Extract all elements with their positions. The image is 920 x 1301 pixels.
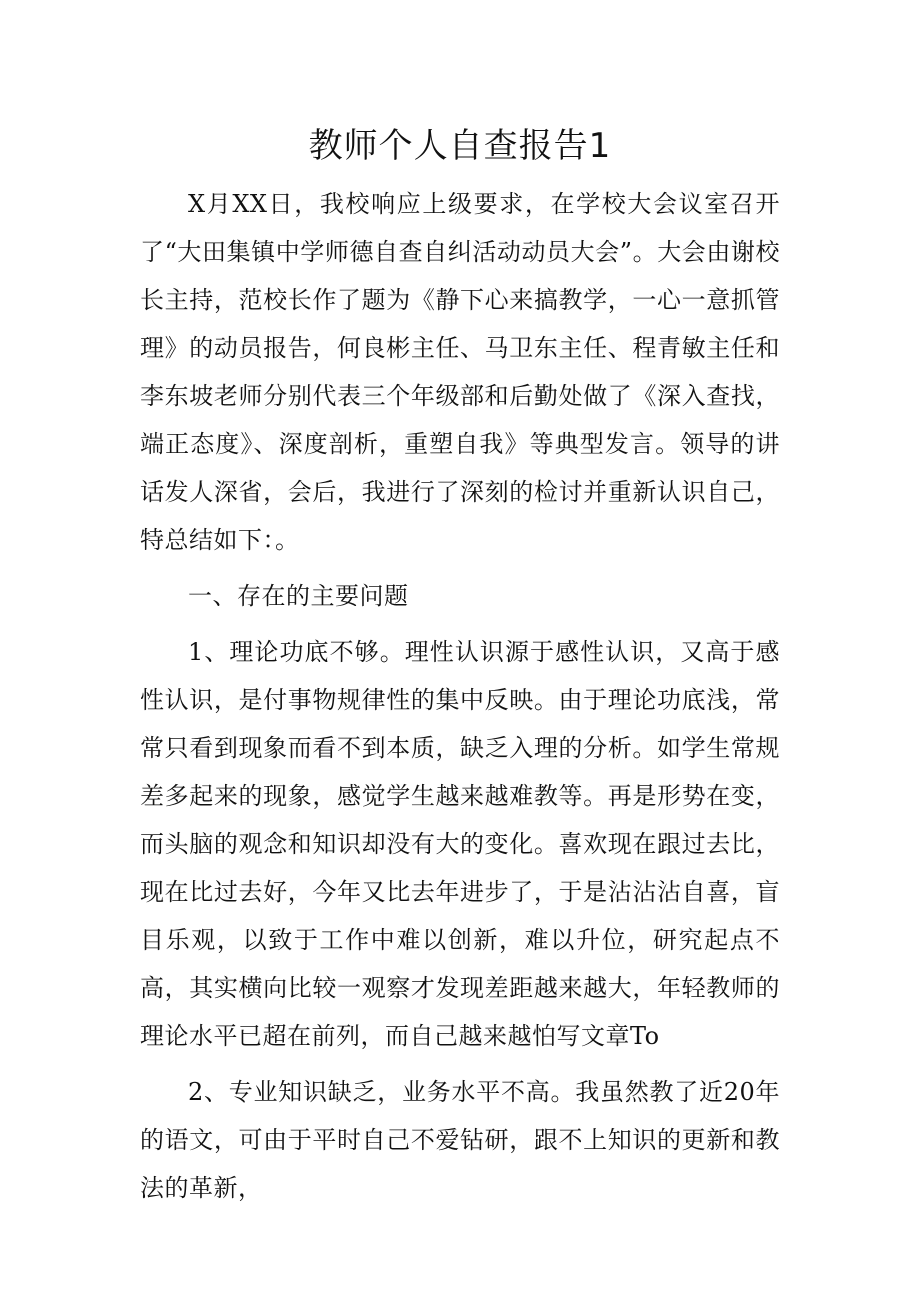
paragraph-point-1: 1、理论功底不够。理性认识源于感性认识，又高于感性认识，是付事物规律性的集中反映。由于理论功底浅，常常只看到现象而看不到本质，缺乏入理的分析。如学生常规差多起来的现象，感觉学生越来越难教等。再是形势在变，而头脑的观念和知识却没有大的变化。喜欢现在跟过去比，现在比过去好，今年又比去年进步了，于是沾沾沾自喜，盲目乐观，以致于工作中难以创新，难以升位，研究起点不高，其实横向比较一观察才发现差距越来越大，年轻教师的理论水平已超在前列，而自己越来越怕写文章To [140,638,780,1050]
document-title: 教师个人自查报告1 [308,126,612,166]
paragraph-point-2: 2、专业知识缺乏，业务水平不高。我虽然教了近20年的语文，可由于平时自己不爱钻研，跟不上知识的更新和教法的革新， [140,1078,780,1202]
document-body [140,180,780,1212]
paragraph-intro: X月XX日，我校响应上级要求，在学校大会议室召开了“大田集镇中学师德自查自纠活动动员大会”。大会由谢校长主持，范校长作了题为《静下心来搞教学，一心一意抓管理》的动员报告，何良彬主任、马卫东主任、程青敏主任和李东坡老师分别代表三个年级部和后勤处做了《深入查找，端正态度》、深度剖析，重塑自我》等典型发言。领导的讲话发人深省，会后，我进行了深刻的检讨并重新认识自己，特总结如下：。 [140,190,780,554]
section-heading-problems: 一、存在的主要问题 [188,582,409,610]
